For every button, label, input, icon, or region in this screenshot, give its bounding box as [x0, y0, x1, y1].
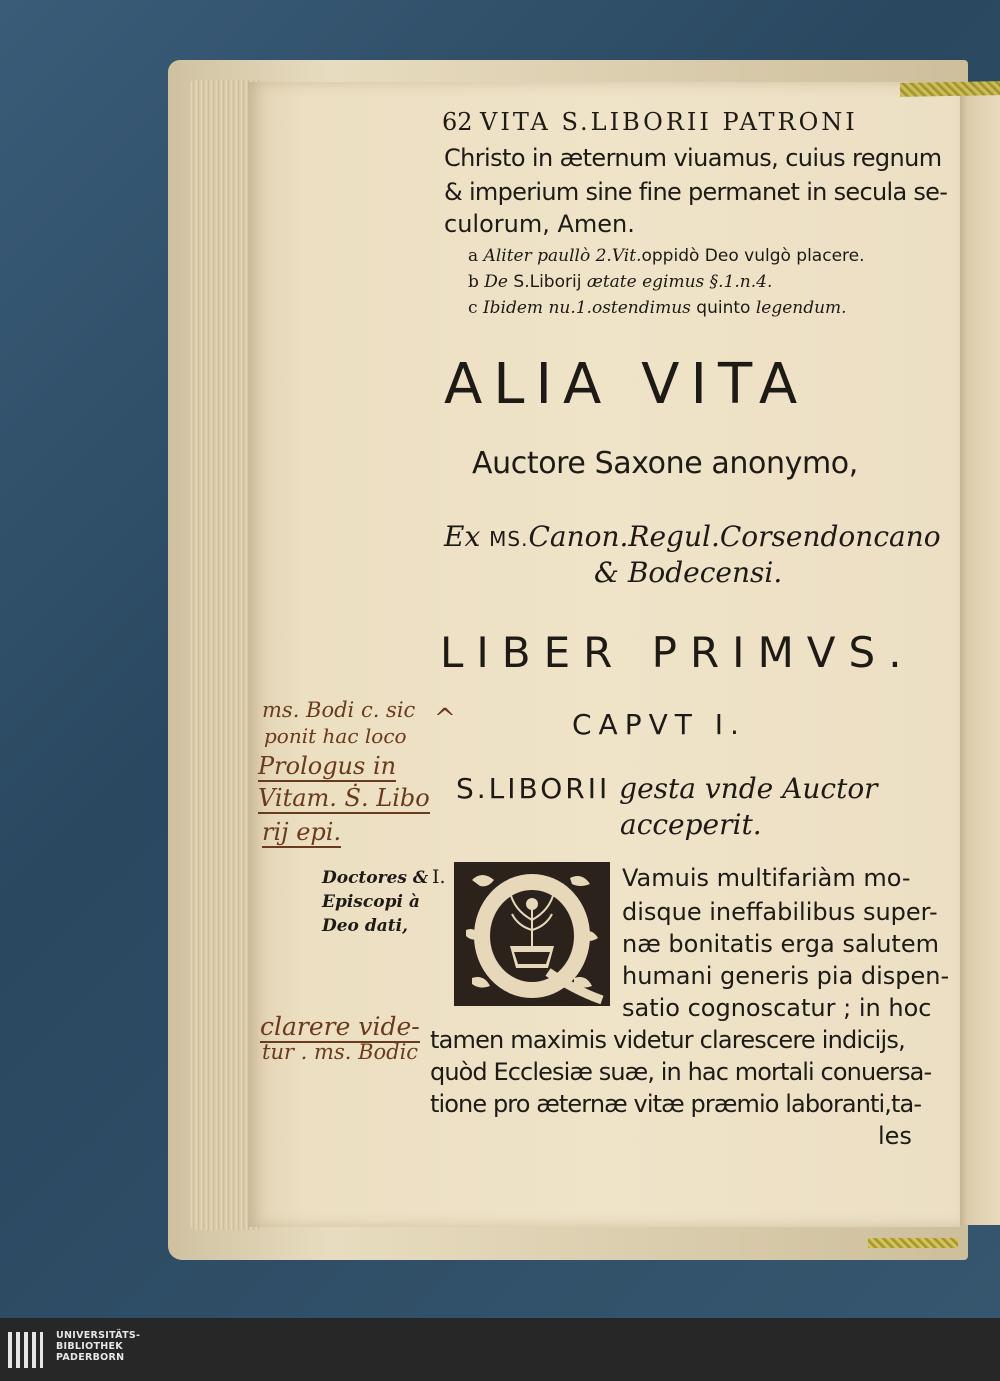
headband-ribbon	[900, 81, 1000, 97]
insertion-caret: ^	[434, 704, 456, 734]
decorated-initial-q	[452, 860, 612, 1008]
footnote-marker: b	[468, 272, 479, 292]
footnote-text: ætate egimus §.1.n.4.	[586, 272, 773, 292]
catchword: les	[878, 1122, 912, 1150]
book-title: LIBER PRIMVS.	[440, 628, 915, 677]
chapter-title: CAPVT I.	[572, 708, 746, 741]
footnote-text: Ibidem nu.1.ostendimus	[482, 298, 691, 318]
chapter-heading-italic: gesta vnde Auctor	[619, 772, 878, 805]
section-subtitle: Auctore Saxone anonymo,	[472, 446, 858, 481]
handwritten-note: ponit hac loco	[264, 724, 407, 748]
handwritten-note: clarere vide-	[260, 1012, 420, 1041]
footnote-text: quinto	[696, 298, 751, 318]
facing-page-edge	[955, 95, 1000, 1225]
source-line-2: & Bodecensi.	[594, 556, 783, 589]
source-ms: MS.	[489, 527, 529, 551]
footnote-text: Aliter paullò 2.Vit.	[483, 246, 642, 266]
footnote-text: De	[484, 272, 508, 292]
section-title: ALIA VITA	[444, 352, 809, 417]
footnote-marker: a	[468, 246, 479, 266]
footnote-text: oppidò Deo vulgò placere.	[641, 246, 865, 266]
footnote-marker: c	[468, 298, 478, 318]
body-line: culorum, Amen.	[444, 210, 635, 238]
body-line: Christo in æternum viuamus, cuius regnum	[444, 144, 942, 172]
body-line: satio cognoscatur ; in hoc	[622, 994, 932, 1022]
library-logo-icon	[8, 1328, 50, 1372]
source-line	[444, 520, 941, 553]
footnote-text: legendum.	[755, 298, 847, 318]
chapter-heading-2: acceperit.	[620, 808, 762, 841]
source-text: Canon.Regul.Corsendoncano	[528, 520, 941, 553]
library-name-line: UNIVERSITÄTS-	[56, 1330, 141, 1341]
sidenote-line: Episcopi à	[322, 892, 420, 912]
running-head: VITA S.LIBORII PATRONI	[480, 108, 858, 136]
sidenote-line: Doctores &	[322, 868, 429, 888]
library-name-line: PADERBORN	[56, 1352, 125, 1363]
body-line: tamen maximis videtur clarescere indicijs,	[430, 1026, 905, 1054]
body-line: Vamuis multifariàm mo-	[622, 864, 911, 892]
body-line: & imperium sine fine permanet in secula se-	[444, 178, 948, 206]
source-prefix: Ex	[444, 520, 481, 553]
body-line: disque ineffabilibus super-	[622, 898, 938, 926]
sidenote-line: Deo dati,	[322, 916, 408, 936]
handwritten-note: ms. Bodi c. sic	[262, 698, 416, 722]
handwritten-note: Prologus in	[258, 752, 397, 780]
footnote-c	[468, 298, 847, 318]
body-line: quòd Ecclesiæ suæ, in hac mortali conuersa-	[430, 1058, 932, 1086]
library-name	[56, 1330, 140, 1363]
chapter-heading	[456, 772, 878, 805]
handwritten-note: Vitam. Ṡ. Libo	[258, 784, 430, 812]
handwritten-note: rij epi.	[262, 818, 342, 846]
footnote-a	[468, 246, 865, 266]
body-line: humani generis pia dispen-	[622, 962, 950, 990]
body-line: tione pro æternæ vitæ præmio laboranti,ta-	[430, 1090, 922, 1118]
chapter-heading-roman: S.LIBORII	[456, 772, 611, 805]
page-number: 62	[442, 108, 473, 136]
footnote-b	[468, 272, 772, 292]
library-footer	[0, 1318, 1000, 1381]
library-name-line: BIBLIOTHEK	[56, 1341, 123, 1352]
bookmark-ribbon	[868, 1238, 958, 1248]
body-line: næ bonitatis erga salutem	[622, 930, 939, 958]
footnote-text: S.Liborij	[513, 272, 582, 292]
paragraph-number: I.	[432, 866, 446, 888]
handwritten-note: tur . ms. Bodic	[262, 1040, 419, 1064]
